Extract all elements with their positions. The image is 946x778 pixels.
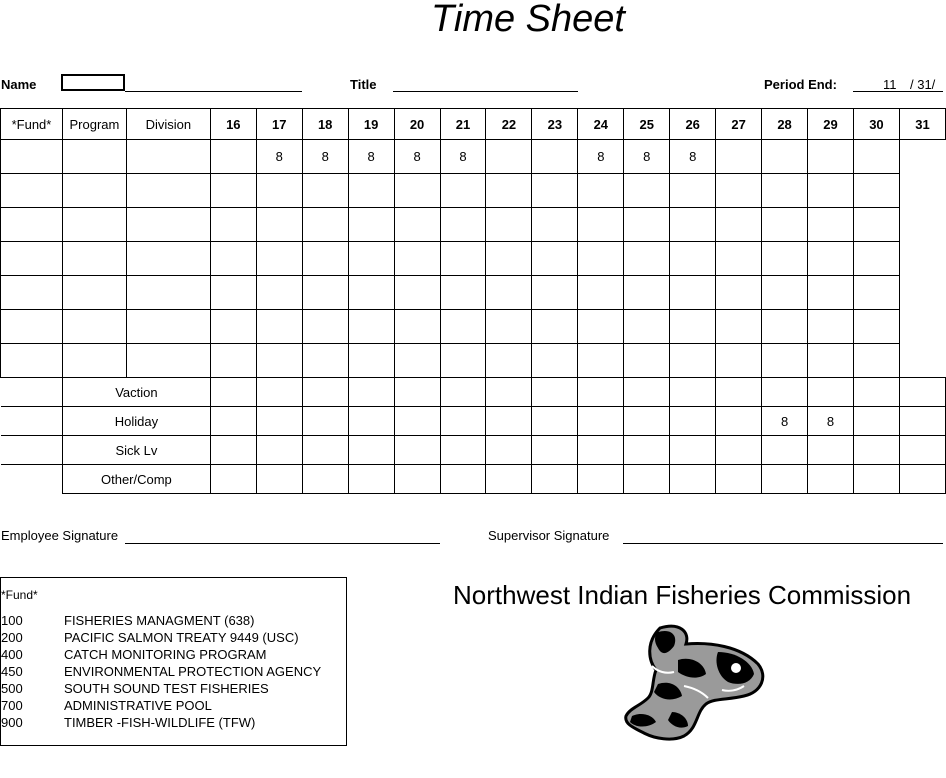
day-header-21: 21: [440, 109, 486, 140]
time-cell[interactable]: [210, 276, 256, 310]
day-header-20: 20: [394, 109, 440, 140]
grid-header-row: [1, 109, 946, 140]
leave-cell[interactable]: [440, 465, 486, 494]
leave-label: Sick Lv: [62, 436, 210, 465]
time-cell[interactable]: [670, 208, 716, 242]
leave-cell[interactable]: [899, 407, 945, 436]
time-cell[interactable]: [532, 208, 578, 242]
time-cell[interactable]: [126, 344, 210, 378]
time-cell[interactable]: [624, 208, 670, 242]
time-cell[interactable]: [578, 276, 624, 310]
day-header-28: 28: [762, 109, 808, 140]
leave-cell[interactable]: [210, 465, 256, 494]
day-header-18: 18: [302, 109, 348, 140]
leave-cell[interactable]: [853, 465, 899, 494]
table-row: [1, 344, 946, 378]
leave-label: Other/Comp: [62, 465, 210, 494]
time-cell[interactable]: [853, 310, 899, 344]
employee-signature-label: Employee Signature: [1, 528, 119, 543]
leave-cell[interactable]: [624, 378, 670, 407]
time-cell[interactable]: [62, 344, 126, 378]
time-cell[interactable]: [394, 310, 440, 344]
time-cell[interactable]: [440, 276, 486, 310]
time-cell[interactable]: [624, 276, 670, 310]
time-cell[interactable]: [440, 208, 486, 242]
leave-cell[interactable]: [853, 436, 899, 465]
leave-cell[interactable]: [486, 378, 532, 407]
table-row: [1, 208, 946, 242]
time-cell[interactable]: [394, 276, 440, 310]
leave-cell[interactable]: 8: [808, 407, 854, 436]
orca-logo-icon: [618, 620, 768, 745]
time-cell[interactable]: [578, 310, 624, 344]
time-cell[interactable]: [853, 208, 899, 242]
time-cell[interactable]: 8: [394, 140, 440, 174]
time-cell[interactable]: [348, 242, 394, 276]
fund-code: 700: [1, 698, 23, 713]
time-cell[interactable]: [624, 242, 670, 276]
time-cell[interactable]: [762, 310, 808, 344]
leave-cell[interactable]: [256, 436, 302, 465]
time-cell[interactable]: [1, 276, 63, 310]
leave-cell[interactable]: [302, 436, 348, 465]
time-cell[interactable]: [126, 174, 210, 208]
time-cell[interactable]: [716, 276, 762, 310]
time-cell[interactable]: [126, 310, 210, 344]
leave-cell[interactable]: [716, 378, 762, 407]
time-cell[interactable]: [853, 174, 899, 208]
time-cell[interactable]: [62, 242, 126, 276]
employee-signature-field[interactable]: [125, 543, 440, 544]
time-cell[interactable]: [210, 208, 256, 242]
leave-cell[interactable]: [578, 407, 624, 436]
leave-cell[interactable]: [486, 465, 532, 494]
fund-name: TIMBER -FISH-WILDLIFE (TFW): [64, 715, 256, 730]
time-cell[interactable]: [532, 276, 578, 310]
day-header-25: 25: [624, 109, 670, 140]
leave-cell[interactable]: [899, 378, 945, 407]
leave-cell[interactable]: [808, 465, 854, 494]
name-input[interactable]: [61, 74, 125, 91]
leave-cell[interactable]: 8: [762, 407, 808, 436]
time-cell[interactable]: [440, 242, 486, 276]
fund-code: 400: [1, 647, 23, 662]
time-cell[interactable]: [762, 344, 808, 378]
time-cell[interactable]: [1, 242, 63, 276]
time-cell[interactable]: [762, 276, 808, 310]
leave-cell[interactable]: [348, 436, 394, 465]
leave-cell[interactable]: [670, 465, 716, 494]
time-cell[interactable]: [348, 174, 394, 208]
time-cell[interactable]: [853, 276, 899, 310]
time-cell[interactable]: [716, 174, 762, 208]
time-cell[interactable]: [126, 140, 210, 174]
time-cell[interactable]: [210, 344, 256, 378]
period-end-label: Period End:: [764, 77, 837, 92]
time-cell[interactable]: [716, 344, 762, 378]
leave-row: [1, 407, 946, 436]
supervisor-signature-field[interactable]: [623, 543, 943, 544]
leave-cell[interactable]: [532, 407, 578, 436]
title-field[interactable]: [393, 91, 578, 92]
leave-cell[interactable]: [348, 378, 394, 407]
day-header-23: 23: [532, 109, 578, 140]
time-cell[interactable]: [256, 208, 302, 242]
day-header-19: 19: [348, 109, 394, 140]
time-cell[interactable]: [716, 242, 762, 276]
leave-cell[interactable]: [348, 407, 394, 436]
time-cell[interactable]: [808, 242, 854, 276]
leave-cell[interactable]: [762, 465, 808, 494]
leave-cell[interactable]: [670, 436, 716, 465]
blank-cell: [1, 436, 63, 465]
table-row: [1, 310, 946, 344]
time-cell[interactable]: [1, 208, 63, 242]
table-row: [1, 276, 946, 310]
table-row: [1, 140, 946, 174]
time-cell[interactable]: [394, 242, 440, 276]
leave-cell[interactable]: [624, 407, 670, 436]
time-cell[interactable]: [670, 276, 716, 310]
column-header-division: Division: [126, 109, 210, 140]
leave-cell[interactable]: [256, 465, 302, 494]
time-cell[interactable]: [62, 174, 126, 208]
time-cell[interactable]: 8: [302, 140, 348, 174]
time-cell[interactable]: [486, 140, 532, 174]
leave-cell[interactable]: [394, 436, 440, 465]
time-cell[interactable]: [126, 242, 210, 276]
fund-name: ADMINISTRATIVE POOL: [64, 698, 212, 713]
day-header-24: 24: [578, 109, 624, 140]
time-cell[interactable]: [440, 310, 486, 344]
time-cell[interactable]: [440, 344, 486, 378]
leave-cell[interactable]: [486, 407, 532, 436]
leave-label: Vaction: [62, 378, 210, 407]
time-cell[interactable]: [716, 310, 762, 344]
day-header-22: 22: [486, 109, 532, 140]
leave-cell[interactable]: [394, 465, 440, 494]
fund-code: 900: [1, 715, 23, 730]
leave-cell[interactable]: [578, 436, 624, 465]
leave-cell[interactable]: [762, 378, 808, 407]
leave-row: [1, 465, 946, 494]
time-cell[interactable]: 8: [256, 140, 302, 174]
leave-cell[interactable]: [670, 378, 716, 407]
time-cell[interactable]: [624, 174, 670, 208]
time-cell[interactable]: [210, 140, 256, 174]
time-cell[interactable]: [670, 242, 716, 276]
column-header-fund: *Fund*: [1, 109, 63, 140]
leave-cell[interactable]: [532, 436, 578, 465]
time-cell[interactable]: [578, 174, 624, 208]
blank-cell: [1, 378, 63, 407]
time-cell[interactable]: [853, 344, 899, 378]
day-header-31: 31: [899, 109, 945, 140]
leave-cell[interactable]: [532, 465, 578, 494]
leave-cell[interactable]: [256, 378, 302, 407]
time-cell[interactable]: [126, 276, 210, 310]
fund-code: 100: [1, 613, 23, 628]
period-end-day: / 31/: [910, 77, 936, 92]
time-cell[interactable]: [1, 174, 63, 208]
leave-cell[interactable]: [853, 407, 899, 436]
time-cell[interactable]: [670, 344, 716, 378]
time-cell[interactable]: [440, 174, 486, 208]
time-cell[interactable]: [532, 310, 578, 344]
leave-cell[interactable]: [624, 436, 670, 465]
time-cell[interactable]: [670, 310, 716, 344]
fund-name: ENVIRONMENTAL PROTECTION AGENCY: [64, 664, 322, 679]
leave-cell[interactable]: [899, 465, 945, 494]
time-cell[interactable]: 8: [440, 140, 486, 174]
time-cell[interactable]: [486, 310, 532, 344]
fund-code: 450: [1, 664, 23, 679]
time-cell[interactable]: [210, 242, 256, 276]
fund-name: FISHERIES MANAGMENT (638): [64, 613, 255, 628]
time-cell[interactable]: [210, 310, 256, 344]
time-cell[interactable]: [394, 208, 440, 242]
leave-row: [1, 378, 946, 407]
fund-name: CATCH MONITORING PROGRAM: [64, 647, 267, 662]
leave-cell[interactable]: [302, 407, 348, 436]
sheet-title: Time Sheet: [431, 0, 625, 40]
leave-cell[interactable]: [716, 465, 762, 494]
leave-cell[interactable]: [440, 378, 486, 407]
time-cell[interactable]: [302, 208, 348, 242]
leave-cell[interactable]: [394, 407, 440, 436]
leave-cell[interactable]: [578, 378, 624, 407]
fund-code: 500: [1, 681, 23, 696]
time-cell[interactable]: [532, 242, 578, 276]
time-cell[interactable]: 8: [578, 140, 624, 174]
time-cell[interactable]: [486, 276, 532, 310]
time-cell[interactable]: [624, 310, 670, 344]
leave-cell[interactable]: [716, 407, 762, 436]
name-underline: [125, 91, 302, 92]
leave-cell[interactable]: [532, 378, 578, 407]
time-cell[interactable]: 8: [624, 140, 670, 174]
time-cell[interactable]: [808, 174, 854, 208]
time-cell[interactable]: [62, 310, 126, 344]
time-cell[interactable]: [762, 174, 808, 208]
time-cell[interactable]: [62, 140, 126, 174]
blank-cell: [1, 465, 63, 494]
title-label: Title: [350, 77, 377, 92]
leave-cell[interactable]: [899, 436, 945, 465]
leave-cell[interactable]: [486, 436, 532, 465]
time-cell[interactable]: [532, 174, 578, 208]
time-cell[interactable]: [808, 344, 854, 378]
time-cell[interactable]: [348, 344, 394, 378]
fund-code: 200: [1, 630, 23, 645]
leave-cell[interactable]: [808, 436, 854, 465]
time-cell[interactable]: [578, 242, 624, 276]
time-cell[interactable]: [256, 242, 302, 276]
time-cell[interactable]: 8: [348, 140, 394, 174]
leave-cell[interactable]: [578, 465, 624, 494]
leave-cell[interactable]: [624, 465, 670, 494]
time-cell[interactable]: [808, 208, 854, 242]
leave-cell[interactable]: [302, 378, 348, 407]
fund-name: SOUTH SOUND TEST FISHERIES: [64, 681, 269, 696]
name-label: Name: [1, 77, 37, 92]
time-cell[interactable]: [486, 242, 532, 276]
time-cell[interactable]: [762, 140, 808, 174]
time-cell[interactable]: [853, 140, 899, 174]
time-cell[interactable]: [486, 344, 532, 378]
period-end-month: 11: [883, 77, 897, 92]
fund-name: PACIFIC SALMON TREATY 9449 (USC): [64, 630, 299, 645]
leave-cell[interactable]: [440, 407, 486, 436]
leave-cell[interactable]: [256, 407, 302, 436]
leave-cell[interactable]: [440, 436, 486, 465]
time-cell[interactable]: [1, 310, 63, 344]
timesheet-grid: [0, 108, 946, 494]
leave-cell[interactable]: [348, 465, 394, 494]
leave-cell[interactable]: [210, 407, 256, 436]
leave-cell[interactable]: [808, 378, 854, 407]
supervisor-signature-label: Supervisor Signature: [488, 528, 610, 543]
blank-cell: [1, 407, 63, 436]
leave-cell[interactable]: [853, 378, 899, 407]
day-header-16: 16: [210, 109, 256, 140]
day-header-27: 27: [716, 109, 762, 140]
time-cell[interactable]: [1, 140, 63, 174]
time-cell[interactable]: [486, 174, 532, 208]
time-cell[interactable]: [762, 242, 808, 276]
org-name: Northwest Indian Fisheries Commission: [453, 580, 912, 610]
time-cell[interactable]: [808, 140, 854, 174]
time-cell[interactable]: [302, 242, 348, 276]
time-cell[interactable]: [302, 276, 348, 310]
time-cell[interactable]: [808, 276, 854, 310]
table-row: [1, 242, 946, 276]
time-cell[interactable]: [256, 276, 302, 310]
time-cell[interactable]: [716, 208, 762, 242]
leave-row: [1, 436, 946, 465]
column-header-program: Program: [62, 109, 126, 140]
time-cell[interactable]: [302, 310, 348, 344]
time-cell[interactable]: [394, 174, 440, 208]
time-cell[interactable]: [302, 344, 348, 378]
day-header-26: 26: [670, 109, 716, 140]
time-cell[interactable]: [578, 344, 624, 378]
time-cell[interactable]: [670, 174, 716, 208]
time-cell[interactable]: [256, 174, 302, 208]
day-header-17: 17: [256, 109, 302, 140]
leave-cell[interactable]: [302, 465, 348, 494]
time-cell[interactable]: [486, 208, 532, 242]
time-cell[interactable]: [210, 174, 256, 208]
time-cell[interactable]: [348, 310, 394, 344]
time-cell[interactable]: [126, 208, 210, 242]
leave-cell[interactable]: [210, 436, 256, 465]
time-cell[interactable]: [348, 208, 394, 242]
fund-legend-heading: *Fund*: [1, 588, 38, 602]
time-cell[interactable]: [394, 344, 440, 378]
time-cell[interactable]: [302, 174, 348, 208]
time-cell[interactable]: [62, 276, 126, 310]
time-cell[interactable]: [256, 310, 302, 344]
leave-cell[interactable]: [762, 436, 808, 465]
time-cell[interactable]: [762, 208, 808, 242]
leave-cell[interactable]: [210, 378, 256, 407]
time-cell[interactable]: [348, 276, 394, 310]
time-cell[interactable]: [532, 344, 578, 378]
time-cell[interactable]: [578, 208, 624, 242]
time-cell[interactable]: [62, 208, 126, 242]
leave-cell[interactable]: [394, 378, 440, 407]
table-row: [1, 174, 946, 208]
time-cell[interactable]: 8: [670, 140, 716, 174]
leave-cell[interactable]: [670, 407, 716, 436]
time-cell[interactable]: [716, 140, 762, 174]
time-cell[interactable]: [532, 140, 578, 174]
time-cell[interactable]: [624, 344, 670, 378]
time-cell[interactable]: [1, 344, 63, 378]
time-cell[interactable]: [853, 242, 899, 276]
time-cell[interactable]: [808, 310, 854, 344]
day-header-30: 30: [853, 109, 899, 140]
leave-cell[interactable]: [716, 436, 762, 465]
leave-label: Holiday: [62, 407, 210, 436]
time-cell[interactable]: [256, 344, 302, 378]
day-header-29: 29: [808, 109, 854, 140]
